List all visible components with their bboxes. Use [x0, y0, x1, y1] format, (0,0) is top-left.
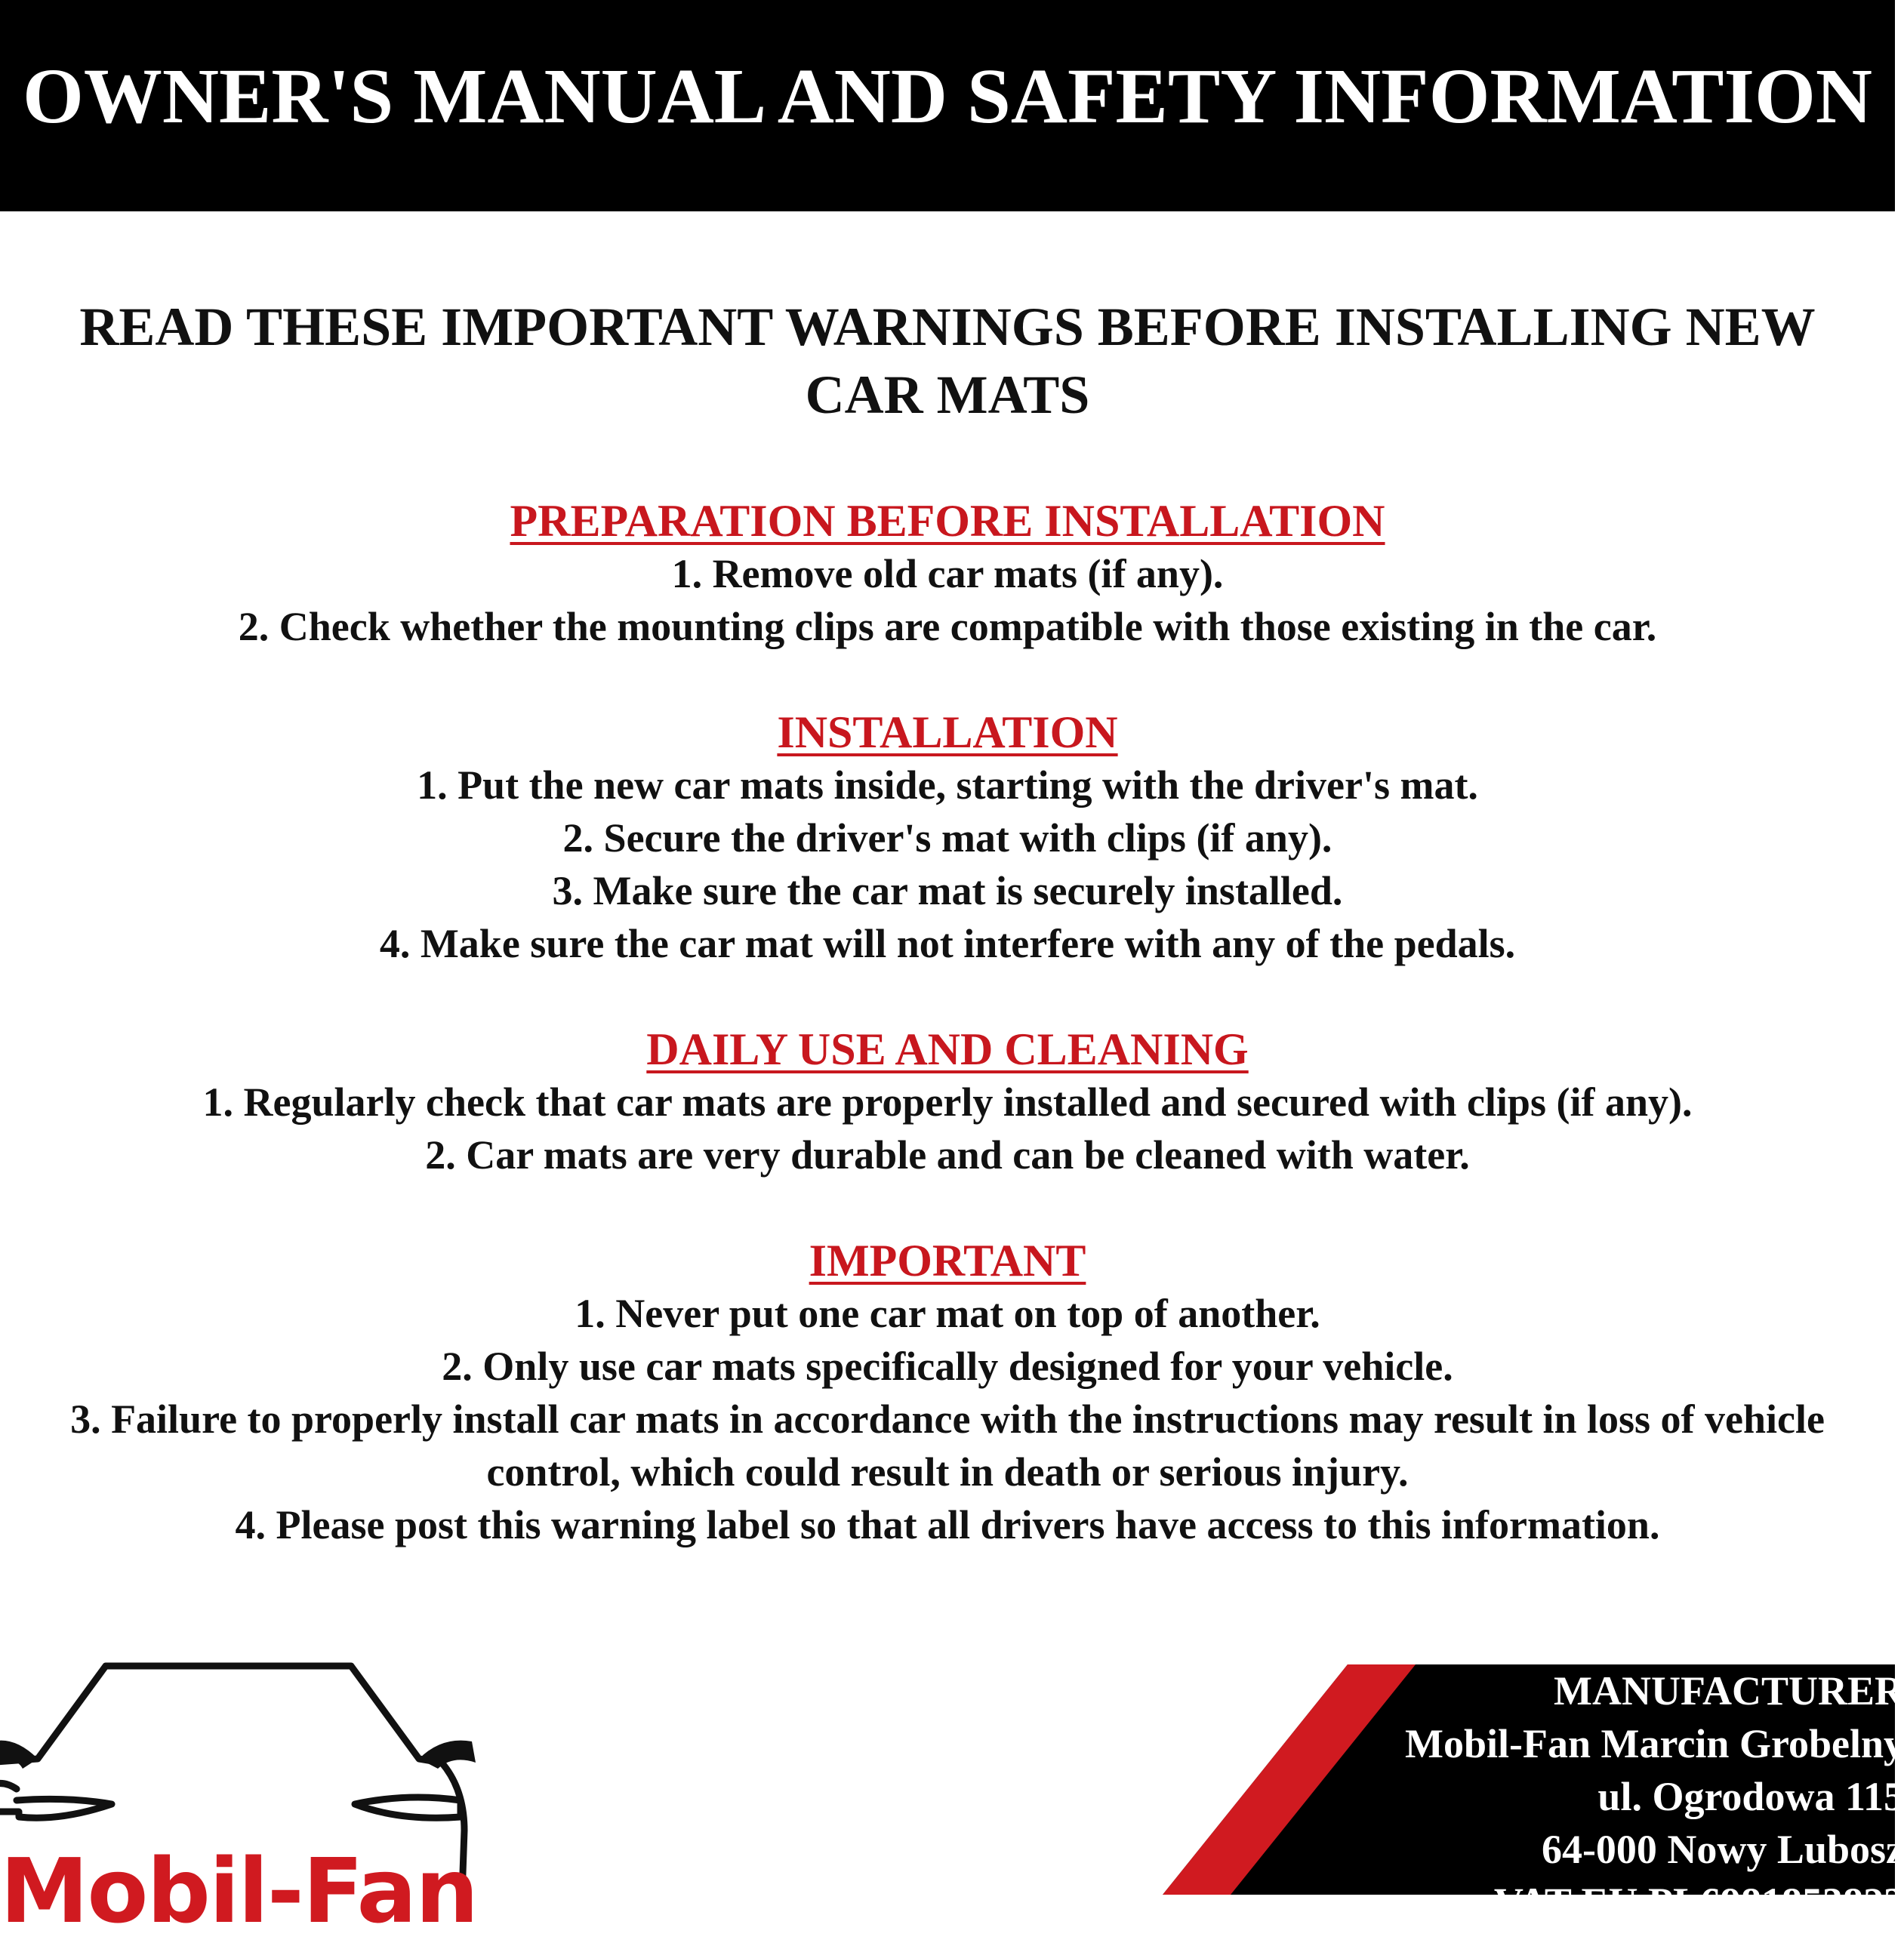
section-title: IMPORTANT	[809, 1236, 1086, 1286]
list-item: 1. Remove old car mats (if any).	[671, 551, 1224, 596]
page-title: OWNER'S MANUAL AND SAFETY INFORMATION	[23, 53, 1872, 140]
section-preparation	[0, 494, 1895, 653]
list-item: 2. Car mats are very durable and can be cleaned with water.	[425, 1132, 1470, 1178]
brand-logo-text	[0, 1839, 478, 1943]
section-list	[0, 1287, 1895, 1551]
logo-text-part-2: Fan	[302, 1839, 478, 1943]
section-installation	[0, 706, 1895, 970]
list-item: 2. Check whether the mounting clips are compatible with those existing in the car.	[238, 604, 1657, 649]
manufacturer-block	[1163, 1664, 1904, 1925]
manufacturer-vat: VAT EU PL6981853823	[1493, 1880, 1904, 1925]
section-important	[0, 1234, 1895, 1551]
header-band	[0, 0, 1895, 211]
section-title: PREPARATION BEFORE INSTALLATION	[510, 496, 1385, 546]
section-title: DAILY USE AND CLEANING	[646, 1024, 1249, 1074]
manufacturer-name: Mobil-Fan Marcin Grobelny	[1405, 1721, 1904, 1766]
list-item: 4. Make sure the car mat will not interfere with any of the pedals.	[379, 921, 1516, 966]
list-item: 1. Never put one car mat on top of another.	[575, 1291, 1320, 1336]
list-item: 2. Secure the driver's mat with clips (if any).	[562, 815, 1332, 861]
section-list	[0, 1076, 1895, 1181]
list-item: 1. Regularly check that car mats are properly installed and secured with clips (if any).	[202, 1079, 1693, 1125]
section-daily-use	[0, 1023, 1895, 1181]
manufacturer-heading: MANUFACTURER	[1554, 1668, 1904, 1714]
list-item: 3. Failure to properly install car mats in accordance with the instructions may result in loss of vehicle control, which could result in death or serious injury.	[70, 1396, 1825, 1495]
manufacturer-text	[1405, 1664, 1904, 1929]
list-item: 2. Only use car mats specifically designed for your vehicle.	[442, 1344, 1453, 1389]
section-list	[0, 759, 1895, 970]
manufacturer-city: 64-000 Nowy Lubosz	[1541, 1827, 1904, 1872]
warning-heading: READ THESE IMPORTANT WARNINGS BEFORE INSTALLING NEW CAR MATS	[79, 297, 1816, 425]
manufacturer-street: ul. Ogrodowa 115	[1597, 1774, 1904, 1819]
list-item: 4. Please post this warning label so that all drivers have access to this information.	[235, 1502, 1660, 1547]
brand-logo	[0, 1657, 491, 1943]
list-item: 1. Put the new car mats inside, starting with the driver's mat.	[417, 762, 1478, 808]
logo-text-part-1: Mobil-	[0, 1839, 303, 1943]
section-title: INSTALLATION	[777, 707, 1118, 757]
list-item: 3. Make sure the car mat is securely installed.	[552, 868, 1343, 913]
section-list	[0, 547, 1895, 653]
